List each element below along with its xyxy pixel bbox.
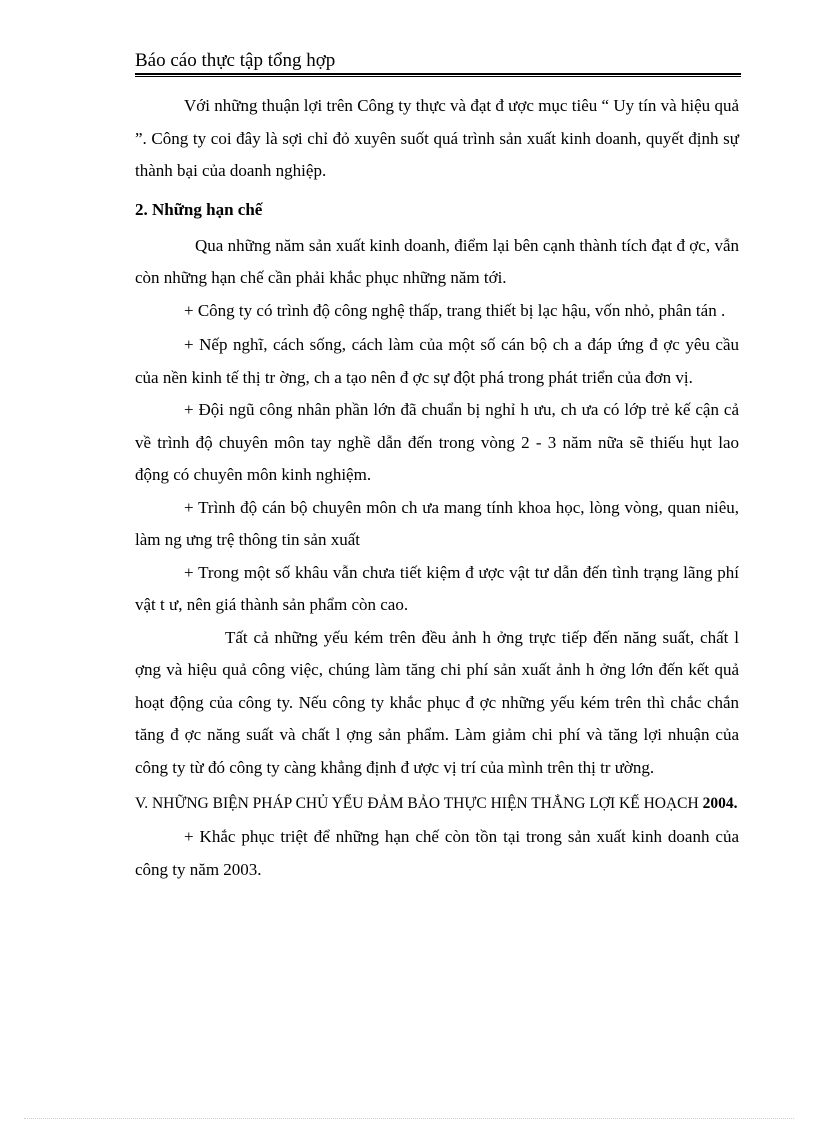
document-body (135, 90, 739, 886)
measure-item-fix-limitations: + Khắc phục triệt để những hạn chế còn tồn tại trong sản xuất kinh doanh của công ty năm 2003. (135, 827, 739, 879)
section-heading-measures-text: V. NHỮNG BIỆN PHÁP CHỦ YẾU ĐẢM BẢO THỰC HIỆN THẮNG LỢI KẾ HOẠCH (135, 795, 699, 812)
header-rule (135, 73, 741, 77)
section-heading-limitations: 2. Những hạn chế (135, 199, 263, 219)
header-title: Báo cáo thực tập tổng hợp (135, 50, 336, 71)
page-header (135, 50, 741, 77)
limitation-item-technology: + Công ty có trình độ công nghệ thấp, trang thiết bị lạc hậu, vốn nhỏ, phân tán . (184, 300, 726, 320)
paragraph-weakness-impact: Tất cả những yếu kém trên đều ảnh h ởng trực tiếp đến năng suất, chất l ợng và hiệu quả công việc, chúng làm tăng chi phí sản xuất ảnh h ởng lớn đến kết quả hoạt động của công ty. Nếu công ty khắc phục đ ợc những yếu kém trên thì chắc chắn tăng đ ợc năng suất và chất l ợng sản phẩm. Làm giảm chi phí và tăng lợi nhuận của công ty từ đó công ty càng khẳng định đ ược vị trí của mình trên thị tr ường. (135, 627, 739, 777)
paragraph-advantages: Với những thuận lợi trên Công ty thực và đạt đ ược mục tiêu “ Uy tín và hiệu quả ”. Công ty coi đây là sợi chỉ đỏ xuyên suốt quá trình sản xuất kinh doanh, quyết định sự thành bại của doanh nghiệp. (135, 96, 739, 180)
limitation-item-materials: + Trong một số khâu vẫn chưa tiết kiệm đ ược vật tư dẫn đến tình trạng lãng phí vật t ư, nên giá thành sản phẩm còn cao. (135, 562, 739, 614)
section-heading-measures (135, 784, 739, 821)
limitation-item-staff-qualification: + Trình độ cán bộ chuyên môn ch ưa mang tính khoa học, lòng vòng, quan niêu, làm ng ưng trệ thông tin sản xuất (135, 497, 739, 549)
paragraph-limitations-intro: Qua những năm sản xuất kinh doanh, điểm lại bên cạnh thành tích đạt đ ợc, vẫn còn những hạn chế cần phải khắc phục những năm tới. (135, 235, 739, 287)
limitation-item-workforce: + Đội ngũ công nhân phần lớn đã chuẩn bị nghỉ h ưu, ch ưa có lớp trẻ kế cận cả về trình độ chuyên môn tay nghề dẫn đến trong vòng 2 - 3 năm nữa sẽ thiếu hụt lao động có chuyên môn kinh nghiệm. (135, 400, 739, 484)
footer-rule (24, 1118, 794, 1119)
limitation-item-mindset: + Nếp nghĩ, cách sống, cách làm của một số cán bộ ch a đáp ứng đ ợc yêu cầu của nền kinh tế thị tr ờng, ch a tạo nên đ ợc sự đột phá trong phát triển của đơn vị. (135, 335, 739, 387)
section-heading-measures-year: 2004. (702, 795, 738, 812)
